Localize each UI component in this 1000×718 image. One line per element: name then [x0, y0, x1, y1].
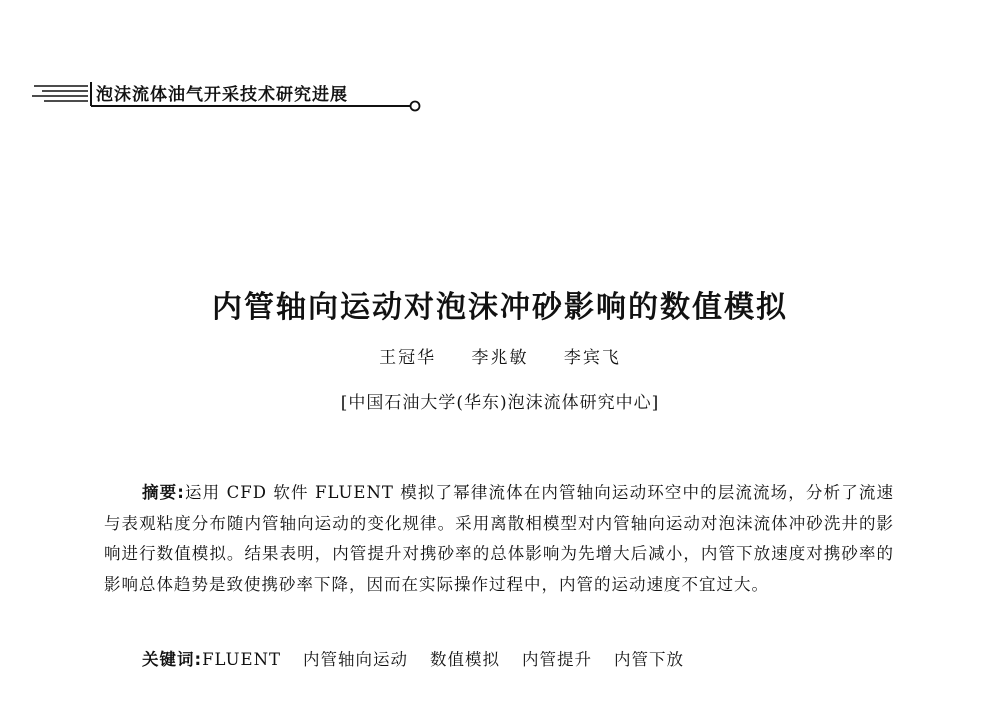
keyword: 内管下放	[614, 650, 685, 669]
abstract-label: 摘要:	[142, 483, 185, 502]
abstract-text: 运用 CFD 软件 FLUENT 模拟了幂律流体在内管轴向运动环空中的层流流场，分析了流速与表观粘度分布随内管轴向运动的变化规律。采用离散相模型对内管轴向运动对泡沫流体冲砂洗井的影响进行数值模拟。结果表明，内管提升对携砂率的总体影响为先增大后减小，内管下放速度对携砂率的影响总体趋势是致使携砂率下降，因而在实际操作过程中，内管的运动速度不宜过大。	[104, 483, 894, 594]
keyword: 数值模拟	[430, 650, 501, 669]
author-name: 王冠华	[379, 348, 437, 368]
keywords-label: 关键词:	[142, 650, 203, 669]
author-list	[0, 343, 1000, 368]
paper-title: 内管轴向运动对泡沫冲砂影响的数值模拟	[212, 290, 788, 325]
author-name: 李兆敏	[471, 348, 529, 368]
keyword: 内管提升	[522, 650, 593, 669]
abstract	[104, 478, 894, 600]
keyword: 内管轴向运动	[303, 650, 409, 669]
section-title: 泡沫流体油气开采技术研究进展	[96, 85, 348, 105]
author-name: 李宾飞	[563, 348, 621, 368]
keywords	[142, 646, 902, 670]
affiliation: [中国石油大学(华东)泡沫流体研究中心]	[340, 393, 660, 413]
keyword: FLUENT	[202, 650, 282, 669]
